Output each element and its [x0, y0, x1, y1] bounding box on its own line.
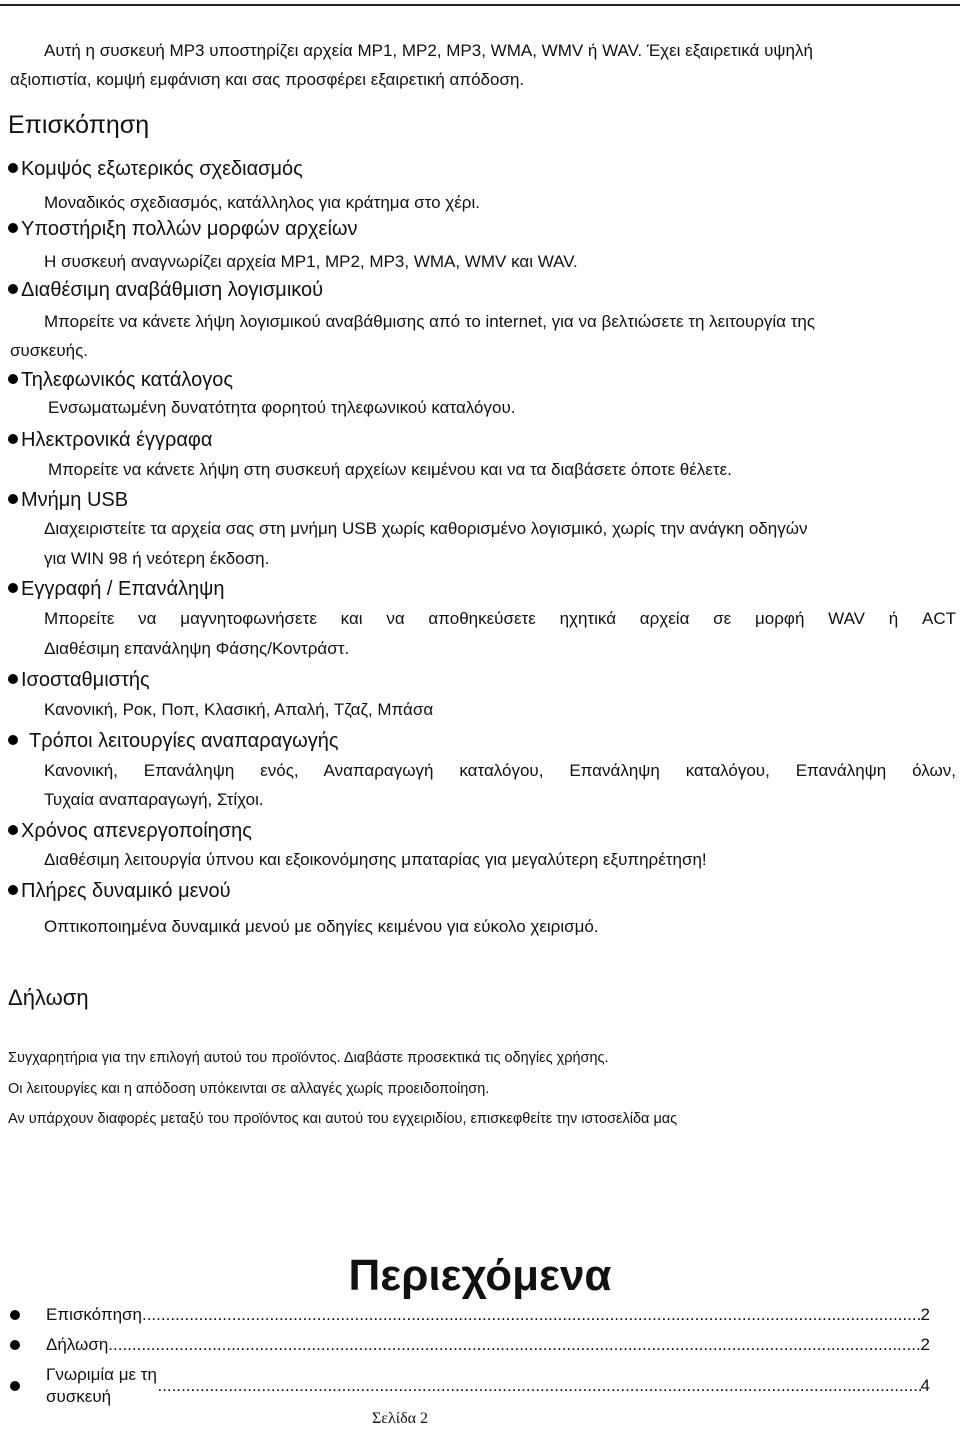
feature-desc-cont: Τυχαία αναπαραγωγή, Στίχοι.: [44, 790, 264, 809]
declaration-line: Οι λειτουργίες και η απόδοση υπόκεινται σε αλλαγές χωρίς προειδοποίηση.: [8, 1081, 490, 1097]
feature-title: Μνήμη USB: [8, 488, 128, 512]
feature-title: Χρόνος απενεργοποίησης: [8, 819, 252, 843]
feature-desc: Η συσκευή αναγνωρίζει αρχεία MP1, MP2, MP3, WMA, WMV και WAV.: [44, 252, 578, 271]
bullet-icon: [10, 1340, 20, 1350]
declaration-heading: Δήλωση: [8, 985, 89, 1010]
toc-entry-page: 2: [920, 1335, 930, 1354]
toc-entry-page: 4: [920, 1376, 930, 1395]
declaration-line: Συγχαρητήρια για την επιλογή αυτού του προϊόντος. Διαβάστε προσεκτικά τις οδηγίες χρήσης.: [8, 1050, 609, 1066]
feature-title: Ισοσταθμιστής: [8, 668, 150, 692]
bullet-icon: [8, 885, 18, 895]
feature-desc-cont: συσκευής.: [10, 341, 89, 360]
bullet-icon: [8, 284, 18, 294]
toc-entry-label: Γνωριμία με τη συσκευή: [46, 1365, 157, 1406]
bullet-icon: [10, 1381, 20, 1391]
bullet-icon: [8, 583, 18, 593]
feature-desc: Μπορείτε να κάνετε λήψη στη συσκευή αρχείων κειμένου και να τα διαβάσετε όποτε θέλετε.: [48, 460, 732, 479]
feature-desc: Μπορείτε να κάνετε λήψη λογισμικού αναβάθμισης από το internet, για να βελτιώσετε τη λειτουργία της: [44, 312, 816, 331]
feature-desc: Ενσωματωμένη δυνατότητα φορητού τηλεφωνικού καταλόγου.: [48, 398, 516, 417]
feature-title: Ηλεκτρονικά έγγραφα: [8, 428, 212, 452]
feature-desc-cont: για WIN 98 ή νεότερη έκδοση.: [44, 549, 270, 568]
toc-leader: [157, 1375, 920, 1397]
bullet-icon: [8, 434, 18, 444]
feature-desc: Μπορείτε να μαγνητοφωνήσετε και να αποθηκεύσετε ηχητικά αρχεία σε μορφή WAV ή ACT: [44, 609, 956, 628]
feature-desc: Κανονική, Ροκ, Ποπ, Κλασική, Απαλή, Τζαζ, Μπάσα: [44, 700, 434, 719]
toc-leader: [108, 1334, 920, 1356]
toc-entry-page: 2: [920, 1305, 930, 1324]
bullet-icon: [8, 374, 18, 384]
feature-desc: Οπτικοποιημένα δυναμικά μενού με οδηγίες κειμένου για εύκολο χειρισμό.: [44, 917, 599, 936]
feature-desc: Κανονική, Επανάληψη ενός, Αναπαραγωγή καταλόγου, Επανάληψη καταλόγου, Επανάληψη όλων,: [44, 761, 956, 780]
toc-entry[interactable]: [10, 1364, 930, 1408]
intro-line-1: Αυτή η συσκευή MP3 υποστηρίζει αρχεία MP1, MP2, MP3, WMA, WMV ή WAV. Έχει εξαιρετικά υψηλή: [44, 41, 813, 60]
toc-leader: [142, 1304, 921, 1326]
declaration-line: Αν υπάρχουν διαφορές μεταξύ του προϊόντος και αυτού του εγχειριδίου, επισκεφθείτε την ιστοσελίδα μας: [8, 1111, 678, 1127]
bullet-icon: [8, 735, 18, 745]
feature-desc: Μοναδικός σχεδιασμός, κατάλληλος για κράτημα στο χέρι.: [44, 193, 480, 212]
feature-title: Τηλεφωνικός κατάλογος: [8, 368, 233, 392]
feature-title: Υποστήριξη πολλών μορφών αρχείων: [8, 217, 358, 241]
feature-title: Τρόποι λειτουργίες αναπαραγωγής: [8, 729, 339, 753]
page-number: Σελίδα 2: [371, 1410, 428, 1427]
top-rule: [0, 4, 960, 6]
toc-entry-label: Επισκόπηση: [46, 1305, 142, 1324]
feature-title: Εγγραφή / Επανάληψη: [8, 577, 225, 601]
feature-desc: Διαχειριστείτε τα αρχεία σας στη μνήμη USB χωρίς καθορισμένο λογισμικό, χωρίς την ανάγκη οδηγών: [44, 519, 808, 538]
bullet-icon: [8, 223, 18, 233]
bullet-icon: [8, 674, 18, 684]
feature-title: Πλήρες δυναμικό μενού: [8, 879, 231, 903]
feature-desc-cont: Διαθέσιμη επανάληψη Φάσης/Κοντράστ.: [44, 639, 350, 658]
toc-entry-label: Δήλωση: [46, 1335, 109, 1354]
bullet-icon: [8, 163, 18, 173]
overview-heading: Επισκόπηση: [8, 111, 150, 139]
bullet-icon: [8, 825, 18, 835]
feature-title: Διαθέσιμη αναβάθμιση λογισμικού: [8, 278, 323, 302]
feature-desc: Διαθέσιμη λειτουργία ύπνου και εξοικονόμησης μπαταρίας για μεγαλύτερη εξυπηρέτηση!: [44, 850, 707, 869]
toc-entry[interactable]: [10, 1304, 930, 1326]
toc-entry[interactable]: [10, 1334, 930, 1356]
bullet-icon: [8, 494, 18, 504]
intro-line-2: αξιοπιστία, κομψή εμφάνιση και σας προσφέρει εξαιρετική απόδοση.: [10, 70, 525, 89]
toc-title: Περιεχόμενα: [348, 1251, 612, 1300]
bullet-icon: [10, 1310, 20, 1320]
feature-title: Κομψός εξωτερικός σχεδιασμός: [8, 157, 303, 181]
